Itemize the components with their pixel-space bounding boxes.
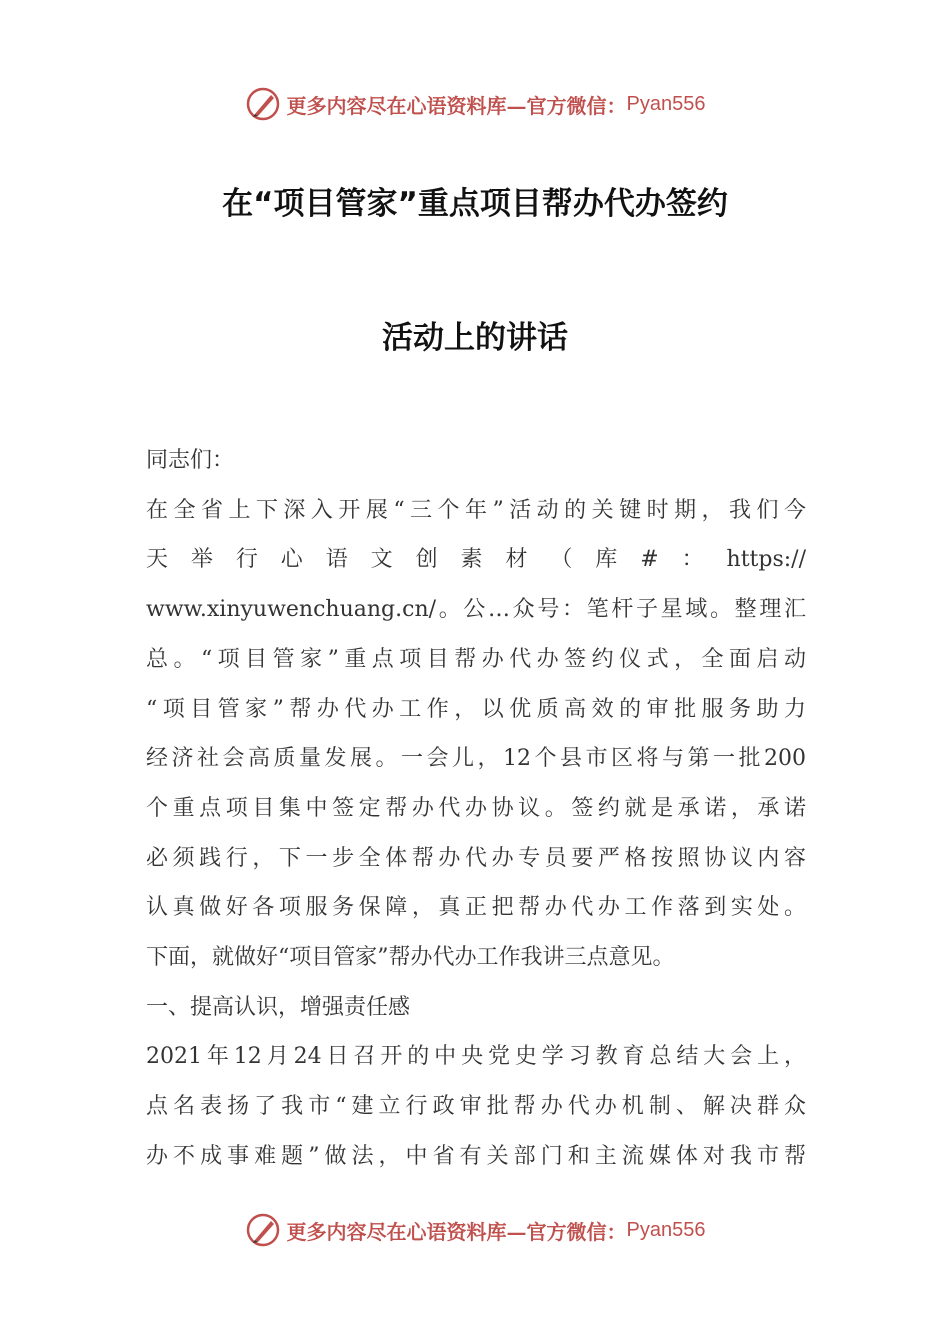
body-line: 下面，就做好“项目管家”帮办代办工作我讲三点意见。 — [146, 945, 675, 971]
body-line: 在全省上下深入开展“三个年”活动的关键时期，我们今 — [146, 497, 806, 523]
pen-logo-icon — [245, 86, 281, 122]
body-line: 个重点项目集中签定帮办代办协议。签约就是承诺，承诺 — [146, 795, 806, 821]
salutation: 同志们： — [146, 448, 235, 473]
body-line: 总。“项目管家”重点项目帮办代办签约仪式，全面启动 — [146, 646, 806, 672]
banner-text: 更多内容尽在心语资料库—官方微信： — [286, 1219, 627, 1244]
pen-logo-icon — [245, 1212, 281, 1248]
body-line: 认真做好各项服务保障，真正把帮办代办工作落到实处。 — [146, 895, 806, 921]
title-line-2: 活动上的讲话 — [382, 320, 568, 356]
title-line-1: 在“项目管家”重点项目帮办代办签约 — [222, 186, 728, 222]
body-line: 点名表扬了我市“建立行政审批帮办代办机制、解决群众 — [146, 1094, 806, 1120]
footer-banner — [0, 1210, 950, 1250]
body-line: 天举行心语文创素材（库#：https:// — [146, 547, 806, 573]
banner-text: 更多内容尽在心语资料库—官方微信： — [286, 93, 627, 118]
body-line: “项目管家”帮办代办工作，以优质高效的审批服务助力 — [146, 696, 806, 722]
banner-wechat-id: Pyan556 — [626, 1218, 706, 1241]
body-line: www.xinyuwenchuang.cn/。公…众号：笔杆子星域。整理汇 — [146, 597, 806, 623]
section-heading: 一、提高认识，增强责任感 — [146, 994, 411, 1020]
body-line: 办不成事难题”做法，中省有关部门和主流媒体对我市帮 — [146, 1143, 806, 1169]
banner-wechat-id: Pyan556 — [626, 92, 706, 115]
body-line: 经济社会高质量发展。一会儿，12个县市区将与第一批200 — [146, 746, 806, 772]
body-line: 2021年12月24日召开的中央党史学习教育总结大会上， — [146, 1044, 806, 1070]
header-banner — [0, 84, 950, 124]
speech-body — [146, 436, 806, 1182]
body-line: 必须践行，下一步全体帮办代办专员要严格按照协议内容 — [146, 845, 806, 871]
